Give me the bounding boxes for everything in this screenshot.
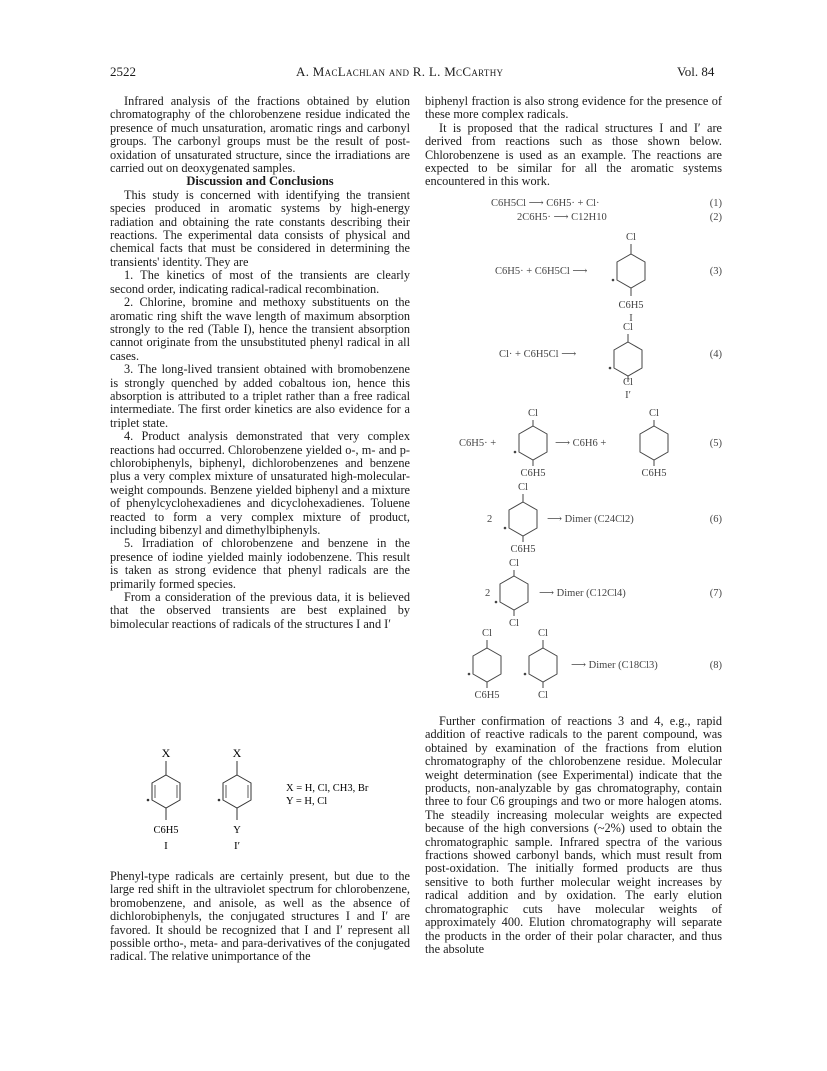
list-item-4: 4. Product analysis demonstrated that very complex reactions had occurred. Chlorobenzene yielded o-, m- and p-chlorobiphenyls, biphenyl, dichlorobenzenes and benzene plus a very complex mixture of unsaturated high-molecular-weight compounds. Benzene yielded biphenyl and a mixture of phenylcyclohexadienes and dicyclohexadienes. Toluene reacted to form a very complex mixture of product, including bibenzyl and dimethylbiphenyls.: [110, 429, 410, 537]
reaction-equations: [425, 192, 722, 712]
eq8-ring-1: [473, 648, 501, 682]
eq7-right: ⟶ Dimer (C12Cl4): [539, 588, 626, 599]
eq6-ring: [509, 502, 537, 536]
legend-x: X = H, Cl, CH3, Br: [286, 783, 369, 794]
eq2-number: (2): [709, 212, 722, 223]
eq1-number: (1): [709, 198, 722, 209]
eq5-bottom-1: C6H5: [520, 468, 546, 479]
eq3-ring: [617, 254, 645, 288]
eq3-bottom: C6H5: [618, 300, 644, 311]
eq4-label: I′: [625, 390, 631, 401]
struct1-top: X: [161, 746, 171, 760]
running-authors: A. MacLachlan and R. L. McCarthy: [296, 64, 504, 79]
eq4-ring: [614, 342, 642, 376]
eq6-bottom: C6H5: [510, 544, 536, 555]
eq3-label: I: [629, 313, 633, 324]
page-number: 2522: [110, 64, 136, 79]
eq8-ring-2: [529, 648, 557, 682]
paragraph-biphenyl: biphenyl fraction is also strong evidence for the presence of these more complex radicals.: [425, 94, 722, 122]
eq4-left: Cl· + C6H5Cl ⟶: [499, 349, 577, 360]
radical-structures-figure: [110, 745, 410, 865]
struct1-label: I: [164, 840, 168, 852]
eq4-bottom: Cl: [623, 377, 633, 388]
eq8-top-2: Cl: [538, 628, 548, 639]
eq8-bottom-1: C6H5: [474, 690, 500, 701]
eq8-bottom-2: Cl: [538, 690, 548, 701]
struct1-ring: [152, 775, 180, 808]
eq7-top: Cl: [509, 558, 519, 569]
eq6-number: (6): [709, 514, 722, 525]
eq2-text: 2C6H5· ⟶ C12H10: [517, 212, 607, 223]
list-item-1: 1. The kinetics of most of the transients are clearly second order, indicating radical-radical recombination.: [110, 268, 410, 296]
eq6-coef: 2: [487, 514, 493, 525]
eq7-coef: 2: [485, 588, 491, 599]
paragraph-further: Further confirmation of reactions 3 and 4, e.g., rapid addition of reactive radicals to the parent compound, was obtained by examination of the fractions from elution chromatography of the chlorobenzene residue. Molecular weight determination (see Experimental) indicate that the products, non-analyzable by gas chromatography, contain three to four C6 groupings and two or more halogen atoms. The steadily increasing molecular weights are expected because of the high conversions (~2%) used to obtain the chromatographic sample. Infrared spectra of the various fractions showed carbonyl bands, which must result from post-oxidation. The initially formed products are thus sensitive to both further molecular weight increases by radical addition and by oxidation. The early elution chromatographic cuts have molecular weights of approximately 400. Elution chromatography will separate the products in the order of their polar character, and thus the absolute: [425, 714, 722, 956]
paragraph-proposed: It is proposed that the radical structures I and I′ are derived from reactions such as those shown below. Chlorobenzene is used as an example. The reactions are expected to be similar for all the aromatic systems encountered in this work.: [425, 120, 722, 189]
left-column: [110, 95, 410, 631]
struct2-label: I′: [233, 840, 241, 852]
eq8-right: ⟶ Dimer (C18Cl3): [571, 660, 658, 671]
list-item-3: 3. The long-lived transient obtained with bromobenzene is strongly quenched by added cobaltous ion, hence this absorption is attributed to a triplet rather than a free radical intermediate. The first order kinetics are also evidence for a triplet state.: [110, 362, 410, 430]
paragraph-infrared: Infrared analysis of the fractions obtained by elution chromatography of the chlorobenzene residue indicated the presence of much unsaturation, aromatic rings and carbonyl groups. The carbonyl groups must be the result of post-oxidation of unsaturated structure, since the irradiations are carried out on deoxygenated samples.: [110, 94, 410, 176]
paragraph-phenyl: Phenyl-type radicals are certainly present, but due to the large red shift in the ultraviolet spectrum for chlorobenzene, bromobenzene, and anisole, as well as the absence of dichlorobiphenyls, the conjugated structures I and I′ are favored. It should be recognized that I and I′ represent all possible ortho-, meta- and para-derivatives of the conjugated radical. The relative unimportance of the: [110, 869, 410, 964]
eq4-number: (4): [709, 349, 722, 360]
eq5-ring-1: [519, 426, 547, 460]
eq3-top: Cl: [626, 232, 636, 243]
eq1-text: C6H5Cl ⟶ C6H5· + Cl·: [491, 198, 600, 209]
paragraph-consider: From a consideration of the previous data, it is believed that the observed transients are best explained by bimolecular reactions of radicals of the structures I and I′: [110, 590, 410, 631]
eq6-top: Cl: [518, 482, 528, 493]
eq3-number: (3): [709, 266, 722, 277]
right-column-bottom: [425, 715, 722, 956]
eq5-bottom-2: C6H5: [641, 468, 667, 479]
left-column-bottom: [110, 870, 410, 964]
right-column-top: [425, 95, 722, 189]
eq5-top-1: Cl: [528, 408, 538, 419]
struct2-top: X: [232, 746, 242, 760]
struct1-radical-dot: [147, 799, 150, 802]
list-item-5: 5. Irradiation of chlorobenzene and benzene in the presence of iodine yielded mainly iodobenzene. This result is taken as strong evidence that phenyl radicals are the primarily formed species.: [110, 536, 410, 591]
eq7-ring: [500, 576, 528, 610]
eq6-right: ⟶ Dimer (C24Cl2): [547, 514, 634, 525]
eq4-top: Cl: [623, 322, 633, 333]
struct2-radical-dot: [218, 799, 221, 802]
eq5-ring-2: [640, 426, 668, 460]
eq8-top-1: Cl: [482, 628, 492, 639]
eq5-middle: ⟶ C6H6 +: [555, 438, 607, 449]
legend-y: Y = H, Cl: [286, 796, 328, 807]
eq5-number: (5): [709, 438, 722, 449]
struct2-ring: [223, 775, 251, 808]
eq5-top-2: Cl: [649, 408, 659, 419]
struct1-bottom: C6H5: [153, 825, 179, 836]
eq5-left: C6H5· +: [459, 438, 497, 449]
eq7-number: (7): [709, 588, 722, 599]
section-heading: Discussion and Conclusions: [186, 174, 334, 189]
eq8-number: (8): [709, 660, 722, 671]
eq7-bottom: Cl: [509, 618, 519, 629]
paragraph-study: This study is concerned with identifying the transient species produced in aromatic systems by high-energy radiation and obtaining the rate constants describing their reactions. The experimental data consists of physical and chemical facts that must be considered in determining the transients' identity. They are: [110, 187, 410, 269]
list-item-2: 2. Chlorine, bromine and methoxy substituents on the aromatic ring shift the wave length of maximum absorption strongly to the red (Table I), hence the transient absorption cannot originate from the unsubstituted phenyl radical in all cases.: [110, 295, 410, 363]
struct2-bottom: Y: [233, 825, 241, 836]
eq3-left: C6H5· + C6H5Cl ⟶: [495, 266, 588, 277]
volume-label: Vol. 84: [677, 64, 715, 79]
